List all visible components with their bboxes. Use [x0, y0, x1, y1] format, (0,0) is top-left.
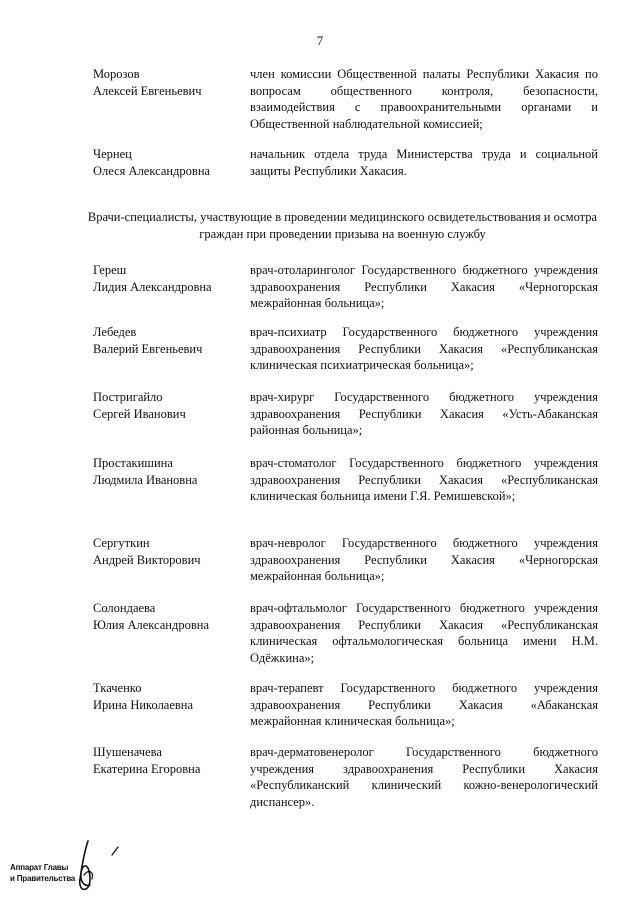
person-name	[93, 455, 243, 488]
given-names: Лидия Александровна	[93, 279, 212, 294]
position-text: врач-стоматолог Государственного бюджетного учреждения здравоохранения Республики Хакасия «Республиканская клиническая больница имени Г.Я. Ремишевской»;	[250, 456, 598, 503]
surname: Постригайло	[93, 390, 163, 404]
surname: Ткаченко	[93, 681, 142, 695]
given-names: Людмила Ивановна	[93, 472, 198, 487]
position-text: начальник отдела труда Министерства труда и социальной защиты Республики Хакасия.	[250, 147, 598, 178]
given-names: Ирина Николаевна	[93, 697, 194, 712]
person-name	[93, 535, 243, 568]
person-name	[93, 600, 243, 633]
given-names: Алексей Евгеньевич	[93, 83, 202, 98]
surname: Чернец	[93, 147, 132, 161]
person-name	[93, 262, 243, 295]
position-text: врач-терапевт Государственного бюджетного учреждения здравоохранения Республики Хакасия «Абаканская межрайонная клиническая больница»;	[250, 681, 598, 728]
given-names: Юлия Александровна	[93, 617, 209, 632]
person-name	[93, 680, 243, 713]
given-names: Валерий Евгеньевич	[93, 341, 203, 356]
given-names: Екатерина Егоровна	[93, 761, 201, 776]
page-number: 7	[316, 33, 324, 48]
surname: Морозов	[93, 67, 140, 81]
person-name	[93, 66, 243, 99]
person-name	[93, 324, 243, 357]
given-names: Сергей Иванович	[93, 406, 186, 421]
position-text: врач-невролог Государственного бюджетного учреждения здравоохранения Республики Хакасия «Черногорская межрайонная больница»;	[250, 536, 598, 583]
position-text: врач-дерматовенеролог Государственного бюджетного учреждения здравоохранения Республики Хакасия «Республиканский клинический кожно-венерологический диспансер».	[250, 745, 598, 809]
given-names: Олеся Александровна	[93, 163, 211, 178]
surname: Солондаева	[93, 601, 156, 615]
position-text: врач-хирург Государственного бюджетного учреждения здравоохранения Республики Хакасия «Усть-Абаканская районная больница»;	[250, 390, 598, 437]
footer-stamp-line: и Правительства	[10, 874, 76, 883]
person-name	[93, 146, 243, 179]
surname: Лебедев	[93, 325, 137, 339]
person-name	[93, 389, 243, 422]
section-heading: Врачи-специалисты, участвующие в проведении медицинского освидетельствования и осмотра граждан при проведении призыва на военную службу	[87, 210, 598, 241]
signature-mark	[60, 835, 130, 897]
person-name	[93, 744, 243, 777]
position-text: член комиссии Общественной палаты Республики Хакасия по вопросам общественного контроля, безопасности, взаимодействия с правоохранительными органами и Общественной наблюдательной комиссией;	[250, 67, 598, 131]
given-names: Андрей Викторович	[93, 552, 201, 567]
position-text: врач-офтальмолог Государственного бюджетного учреждения здравоохранения Республики Хакасия «Республиканская клиническая офтальмологическая больница имени Н.М. Одёжкина»;	[250, 601, 598, 665]
surname: Шушеначева	[93, 745, 162, 759]
surname: Простакишина	[93, 456, 173, 470]
position-text: врач-отоларинголог Государственного бюджетного учреждения здравоохранения Республики Хакасия «Черногорская межрайонная больница»;	[250, 263, 598, 310]
surname: Сергуткин	[93, 536, 150, 550]
footer-stamp-line: Аппарат Главы	[10, 863, 69, 872]
position-text: врач-психиатр Государственного бюджетного учреждения здравоохранения Республики Хакасия «Республиканская клиническая психиатрическая больница»;	[250, 325, 598, 372]
surname: Гереш	[93, 263, 127, 277]
